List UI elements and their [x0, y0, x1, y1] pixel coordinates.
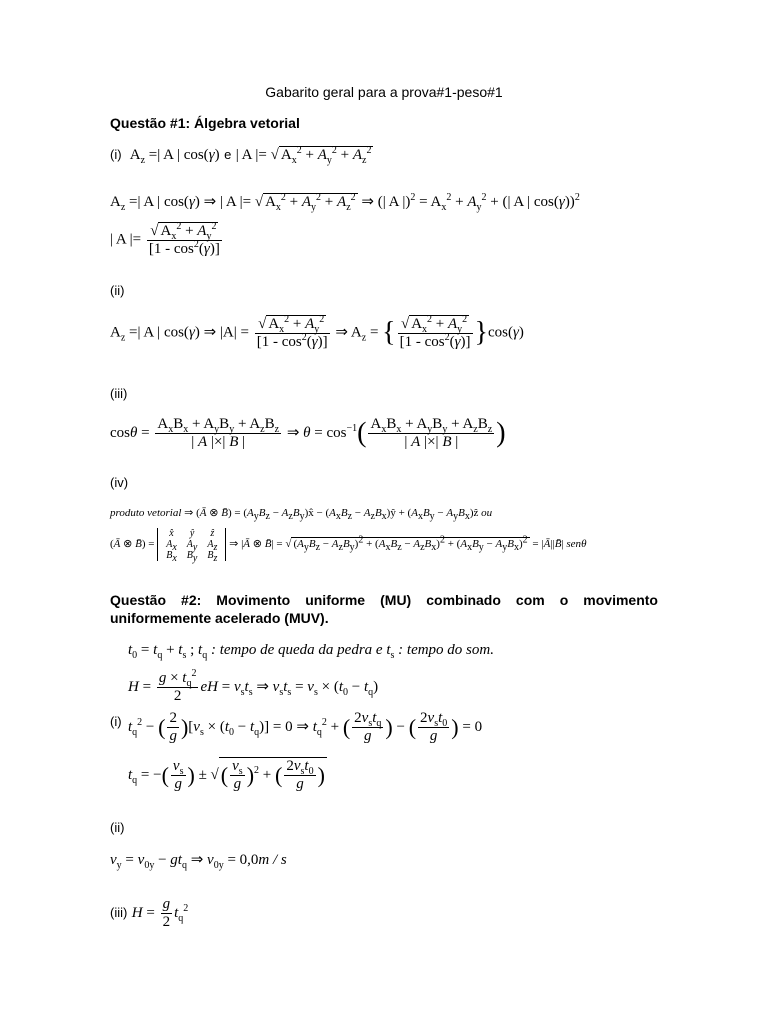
q1-iv-equation-2: (Ā ⊗ B̄) = x̂ ŷ ẑ $A_x$ $A_y$ $A_z$ $B_x$ $B_y$ $B_z$ ⇒ |Ā ⊗ B̄| = √ $(A_yB_z - A_zB_y)^2 + (A_xB_z - A_zB_x)^2 + (A_xB_y - A_yB_x)^2$ = |Ā||B̄| senθ [110, 528, 587, 564]
q2-times-definition: $t_0 = t_q + t_s$ ; $t_q$ : tempo de queda da pedra e $t_s$ : tempo do som. [128, 642, 494, 661]
question-2-heading-line-1: Questão #2: Movimento uniforme (MU) combinado com o movimento [110, 592, 658, 608]
q1-iv-equation-1: produto vetorial ⇒ (Ā ⊗ B̄) = ($A_yB_z$ − $A_zB_y)x̂ - (A_xB_z$ − $A_zB_x)ŷ + (A_xB_y$ − $A_yB_x)ẑ$ ou [110, 507, 493, 523]
q1-ii-label: (ii) [110, 283, 125, 298]
q1-i-formula-a: $A_z$ =| A | cos(γ) [126, 147, 220, 166]
v0y-value: 0,0 [239, 852, 259, 868]
q2-e-word: e [200, 678, 208, 695]
tempo-queda-text: : tempo de queda da pedra e [210, 642, 383, 658]
v0y-unit: m / s [258, 852, 287, 868]
q1-i-equation-2: $A_z$ =| A | cos(γ) ⇒ | A |= √ $A_x^2 + A_y^2 + A_z^2$ ⇒ (| A $|)^2 = A_x^2 + A_y^2$ + (| A | cos(γ))$^2$ [110, 192, 580, 213]
q2-i-label: (i) [110, 714, 122, 729]
q1-iii-label: (iii) [110, 386, 128, 401]
q2-i-equation-2: $t_q$ = −( $\frac{v_s}{g}$ ) ± √( $\frac{v_s}{g}$ )$^2$ + ( $\frac{2v_st_0}{g}$ ) [128, 758, 325, 792]
q1-i-equation-3: | A |= $\frac{√ A_x^2 + A_y^2}{[1 - \cos^2(\gamma)]}$ [110, 221, 220, 257]
q1-e-word: e [224, 147, 232, 162]
q2-ii-label: (ii) [110, 820, 125, 835]
q2-ii-equation: $v_y = v_{0y} - gt_q$ ⇒ $v_{0y} = 0,0m / s$ [110, 852, 287, 871]
ou-text: ou [481, 507, 493, 519]
question-2-heading-line-2: uniformemente acelerado (MUV). [110, 610, 329, 626]
q1-i-equation-1 [110, 146, 373, 164]
q1-ii-equation: $A_z$ =| A | cos(γ) ⇒ |A| = $\frac{√ A_x^2 + A_y^2}{[1 - \cos^2(\gamma)]}$ ⇒ $A_z$ = { $\frac{√ A_x^2 + A_y^2}{[1 - \cos^2(\gamma)]}$ }cos(γ) [110, 314, 524, 350]
q2-iii-label: (iii) [110, 904, 128, 920]
q1-i-label: (i) [110, 147, 122, 162]
sen-text: sen [566, 538, 582, 551]
q1-i-formula-b: | A |= √ $A_x^2 + A_y^2 + A_z^2$ [235, 145, 372, 166]
q2-iii-equation: (iii) H = $\frac{g}{2}$ $t_q^2$ [110, 896, 189, 930]
tempo-som-text: : tempo do som. [398, 642, 494, 658]
produto-vetorial-text: produto vetorial [110, 507, 182, 519]
q1-iv-label: (iv) [110, 475, 129, 490]
q2-i-equation-1: $t_q^2$ − ( $\frac{2}{g}$ )$[v_s \times (t_0 - t_q)] = 0$ ⇒ $t_q^2$ + ( $\frac{2v_st_q}{g}$ ) − ( $\frac{2v_st_0}{g}$ ) = 0 [128, 710, 483, 744]
q2-height-equation: H = $\frac{g \times t_q^2}{2}$ eH = $v_st_s$ ⇒ $v_st_s = v_s \times (t_0 - t_q)$ [128, 668, 379, 704]
q1-iii-equation: cosθ = $\frac{A_xB_x + A_yB_y + A_zB_z}{| A |\times| B |}$ ⇒ $\theta = \cos^{-1}$( $\frac{A_xB_x + A_yB_y + A_zB_z}{| A |\times| B |}$ ) [110, 416, 506, 450]
question-1-heading: Questão #1: Álgebra vetorial [110, 115, 300, 131]
document-title: Gabarito geral para a prova#1-peso#1 [265, 84, 503, 100]
